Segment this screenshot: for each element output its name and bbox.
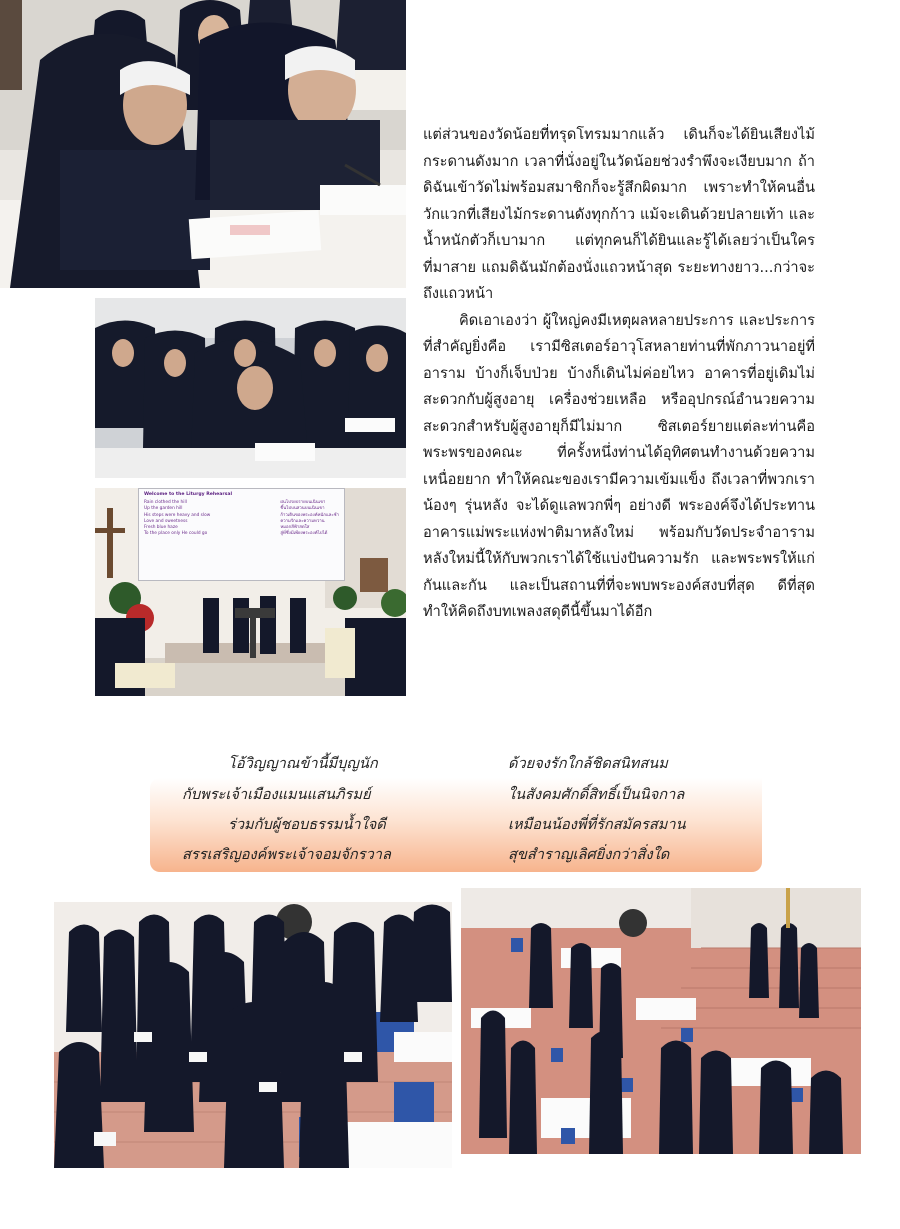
article-paragraph: คิดเอาเองว่า ผู้ใหญ่คงมีเหตุผลหลายประการ และประการที่สำคัญยิ่งคือ เรามีซิสเตอร์อาวุโสหลายท่านที่พักภาวนาอยู่ที่อาราม บ้างก็เจ็บป่วย บ้างก็เดินไม่ค่อยไหว อาคารที่อยู่เดิมไม่สะดวกกับผู้สูงอายุ เครื่องช่วยเหลือ หรืออุปกรณ์อำนวยความสะดวกสำหรับผู้สูงอายุก็มีไม่มาก ซิสเตอร์ยายแต่ละท่านคือพระพรของคณะ ที่ครั้งหนึ่งท่านได้อุทิศตนทำงานด้วยความเหนื่อยยาก ทำให้คณะของเรามีความเข้มแข็ง ถึงเวลาที่พวกเราน้องๆ รุ่นหลัง จะได้ดูแลพวกพี่ๆ อย่างดี พระองค์จึงได้ประทานอาคารแม่พระแห่งฟาติมาหลังใหม่ พร้อมกับวัดประจำอารามหลังใหม่นี้ให้กับพวกเราได้ใช้แบ่งปันความรัก และพระพรให้แก่กันและกัน และเป็นสถานที่ที่จะพบพระองค์สงบที่สุด ดีที่สุด ทำให้คิดถึงบทเพลงสดุดีนี้ขึ้นมาได้อีก (423, 311, 815, 620)
slide-line: หมอกสีฟ้าสดใส (280, 525, 310, 531)
article-paragraph: แต่ส่วนของวัดน้อยที่ทรุดโทรมมากแล้ว เดินก็จะได้ยินเสียงไม้กระดานดังมาก เวลาที่นั่งอยู่ในวัดน้อยช่วงรำพึงจะเงียบมาก ถ้าดิฉันเข้าวัดไม่พร้อมสมาชิกก็จะรู้สึกผิดมาก เพราะทำให้คนอื่นวักแวกที่เสียงไม้กระดานดังทุกก้าว แม้จะเดินด้วยปลายเท้า และน้ำหนักตัวก็เบามาก แต่ทุกคนก็ได้ยินและรู้ได้เลยว่าเป็นใครที่มาสาย แถมดิฉันมักต้องนั่งแถวหน้าสุด ระยะทางยาว...กว่าจะถึงแถวหน้า (423, 126, 815, 302)
slide-line: Love and sweetness (144, 518, 188, 524)
poem-line: ด้วยจงรักใกล้ชิดสนิทสนม (508, 755, 668, 772)
slide-line: His steps were heavy and slow (144, 512, 211, 518)
slide-line: Rain clothed the hill (144, 500, 187, 506)
poem-line: สุขสำราญเลิศยิ่งกว่าสิ่งใด (508, 846, 670, 863)
projector-screen (138, 488, 345, 581)
poem-line: ร่วมกับผู้ชอบธรรมน้ำใจดี (228, 816, 386, 833)
slide-line: Fresh blue haze (144, 525, 178, 531)
poem-line: กับพระเจ้าเมืองแมนแสนภิรมย์ (182, 786, 371, 803)
slide-line: Up the garden hill (144, 506, 183, 512)
slide-line: สู่ที่ซึ่งมีเพียงพระองค์ไปได้ (280, 531, 328, 537)
slide-line: ขึ้นไปบนสวนบนเนินเขา (280, 506, 325, 512)
slide-line: ก้าวเดินของพระองค์หนักและช้า (280, 512, 339, 518)
slide-line: ฝนโปรยปรายบนเนินเขา (280, 500, 326, 506)
poem-line: โอ้วิญญาณข้านี้มีบุญนัก (228, 755, 378, 772)
slide-title: Welcome to the Liturgy Rehearsal (144, 492, 233, 497)
photo-sisters-writing (0, 0, 406, 288)
slide-line: ความรักและความหวาน (280, 518, 325, 524)
photo-chapel-slide (95, 488, 406, 696)
poem-line: สรรเสริญองค์พระเจ้าจอมจักรวาล (182, 846, 391, 863)
photo-sisters-terrace (461, 888, 861, 1154)
slide-line: To the place only He could go (144, 531, 208, 537)
photo-sisters-singing (54, 902, 452, 1168)
photo-sisters-reading (95, 298, 406, 478)
poem-line: ในสังคมศักดิ์สิทธิ์เป็นนิจกาล (508, 786, 685, 803)
article-body (423, 122, 815, 626)
poem-line: เหมือนน้องพี่ที่รักสมัครสมาน (508, 816, 686, 833)
